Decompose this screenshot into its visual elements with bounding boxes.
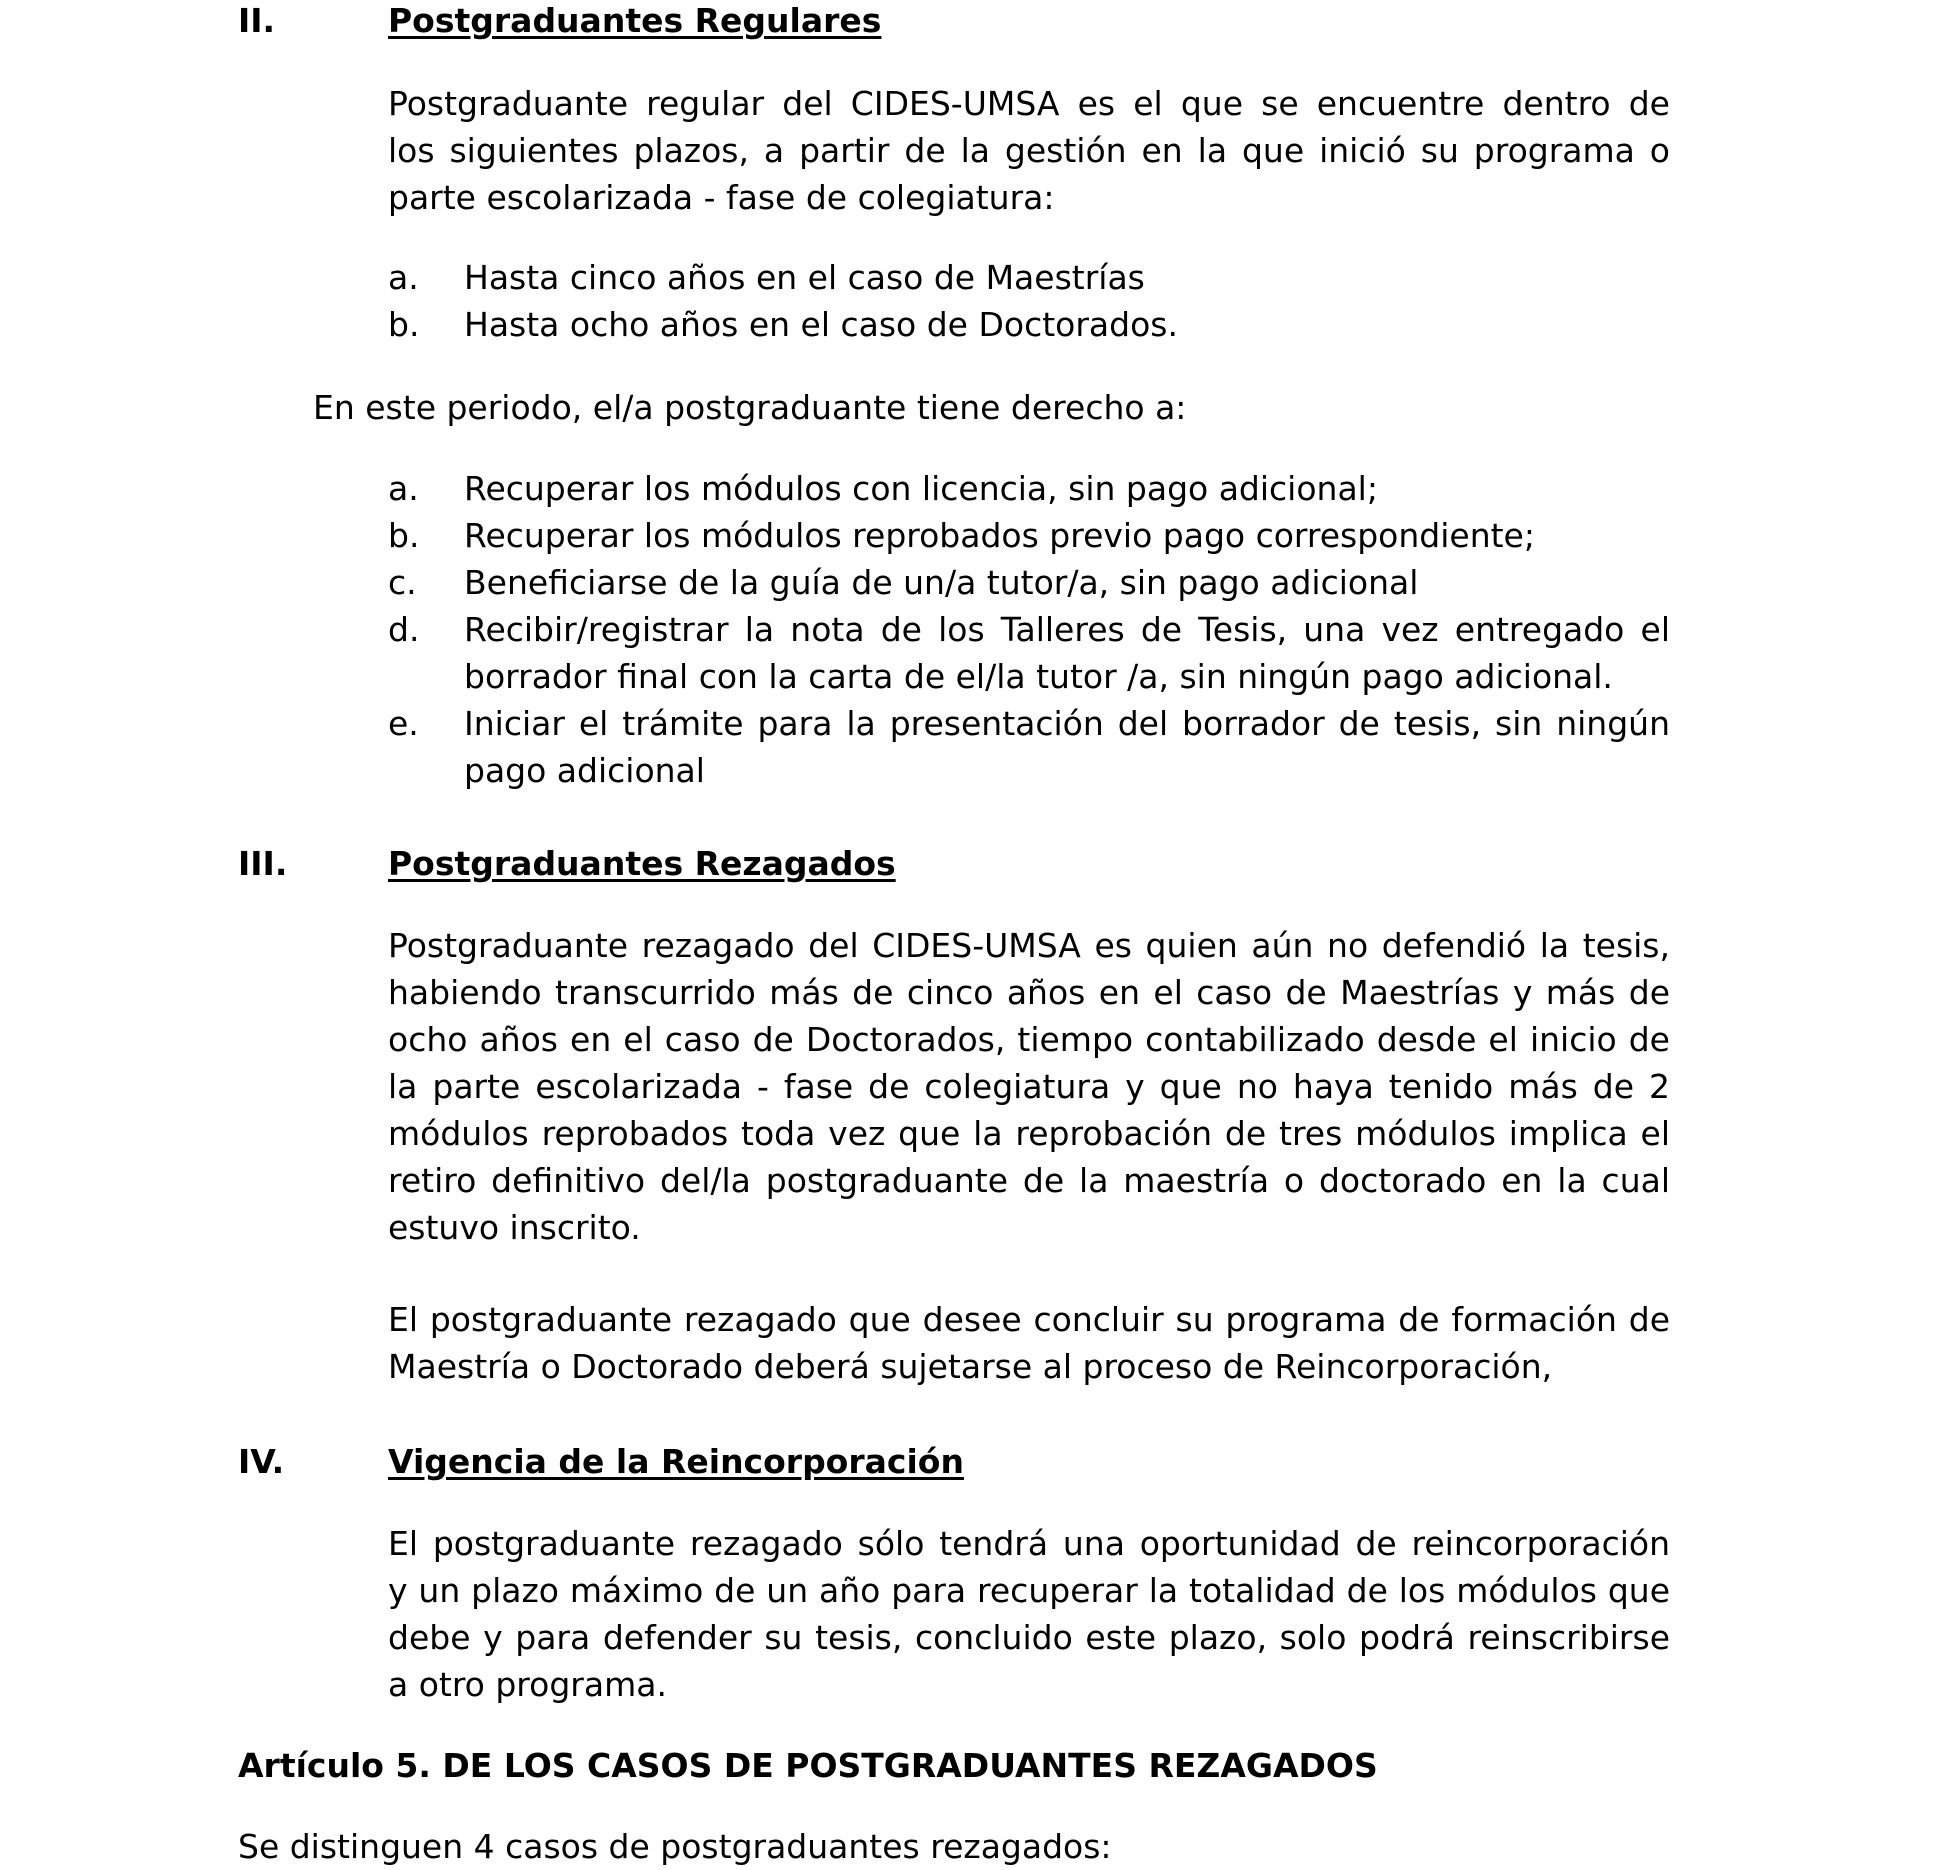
text-line: Recuperar los módulos reprobados previo pago correspondiente; xyxy=(464,516,1535,555)
list-item xyxy=(388,254,1670,301)
text-line: borrador final con la carta de el/la tutor /a, sin ningún pago adicional. xyxy=(464,657,1613,696)
section-number: II. xyxy=(238,1,276,40)
list-marker: b. xyxy=(388,516,420,555)
text-line: Maestría o Doctorado deberá sujetarse al proceso de Reincorporación, xyxy=(388,1347,1553,1386)
list-item xyxy=(388,700,1670,794)
list-item xyxy=(388,301,1670,348)
section-number: III. xyxy=(238,844,288,883)
text-line: y un plazo máximo de un año para recuperar la totalidad de los módulos que xyxy=(388,1571,1670,1610)
text-line: Iniciar el trámite para la presentación del borrador de tesis, sin ningún xyxy=(464,704,1670,743)
text-line: pago adicional xyxy=(464,751,705,790)
paragraph xyxy=(388,1520,1670,1708)
text-line: Hasta cinco años en el caso de Maestrías xyxy=(464,258,1145,297)
text-line: Postgraduante rezagado del CIDES-UMSA es quien aún no defendió la tesis, xyxy=(388,926,1670,965)
paragraph: Se distinguen 4 casos de postgraduantes rezagados: xyxy=(238,1827,1112,1866)
text-line: El postgraduante rezagado sólo tendrá una oportunidad de reincorporación xyxy=(388,1524,1670,1563)
text-line: debe y para defender su tesis, concluido este plazo, solo podrá reinscribirse xyxy=(388,1618,1670,1657)
list-item xyxy=(388,606,1670,700)
paragraph xyxy=(388,1296,1670,1390)
text-line: Beneficiarse de la guía de un/a tutor/a, sin pago adicional xyxy=(464,563,1419,602)
list-marker: e. xyxy=(388,704,419,743)
text-line: El postgraduante rezagado que desee concluir su programa de formación de xyxy=(388,1300,1670,1339)
list-marker: b. xyxy=(388,305,420,344)
list-marker: a. xyxy=(388,469,419,508)
text-line: la parte escolarizada - fase de colegiatura y que no haya tenido más de 2 xyxy=(388,1067,1670,1106)
text-line: habiendo transcurrido más de cinco años en el caso de Maestrías y más de xyxy=(388,973,1670,1012)
text-line: módulos reprobados toda vez que la reprobación de tres módulos implica el xyxy=(388,1114,1670,1153)
section-number: IV. xyxy=(238,1442,285,1481)
text-line: Recibir/registrar la nota de los Talleres de Tesis, una vez entregado el xyxy=(464,610,1670,649)
section-heading: Postgraduantes Regulares xyxy=(388,1,882,40)
list-item xyxy=(388,512,1670,559)
text-line: Hasta ocho años en el caso de Doctorados. xyxy=(464,305,1178,344)
text-line: Recuperar los módulos con licencia, sin pago adicional; xyxy=(464,469,1378,508)
text-line: a otro programa. xyxy=(388,1665,667,1704)
paragraph xyxy=(388,80,1670,221)
list-marker: a. xyxy=(388,258,419,297)
list-marker: d. xyxy=(388,610,420,649)
list-item xyxy=(388,465,1670,512)
paragraph xyxy=(388,922,1670,1251)
section-heading: Postgraduantes Rezagados xyxy=(388,844,896,883)
paragraph: En este periodo, el/a postgraduante tiene derecho a: xyxy=(313,388,1187,427)
list xyxy=(388,254,1670,348)
article-heading: Artículo 5. DE LOS CASOS DE POSTGRADUANTES REZAGADOS xyxy=(238,1746,1378,1785)
text-line: Postgraduante regular del CIDES-UMSA es el que se encuentre dentro de xyxy=(388,84,1670,123)
section-heading: Vigencia de la Reincorporación xyxy=(388,1442,964,1481)
list-marker: c. xyxy=(388,563,417,602)
text-line: parte escolarizada - fase de colegiatura: xyxy=(388,178,1055,217)
list xyxy=(388,465,1670,794)
text-line: estuvo inscrito. xyxy=(388,1208,641,1247)
list-item xyxy=(388,559,1670,606)
text-line: retiro definitivo del/la postgraduante de la maestría o doctorado en la cual xyxy=(388,1161,1670,1200)
text-line: los siguientes plazos, a partir de la gestión en la que inició su programa o xyxy=(388,131,1670,170)
text-line: ocho años en el caso de Doctorados, tiempo contabilizado desde el inicio de xyxy=(388,1020,1670,1059)
